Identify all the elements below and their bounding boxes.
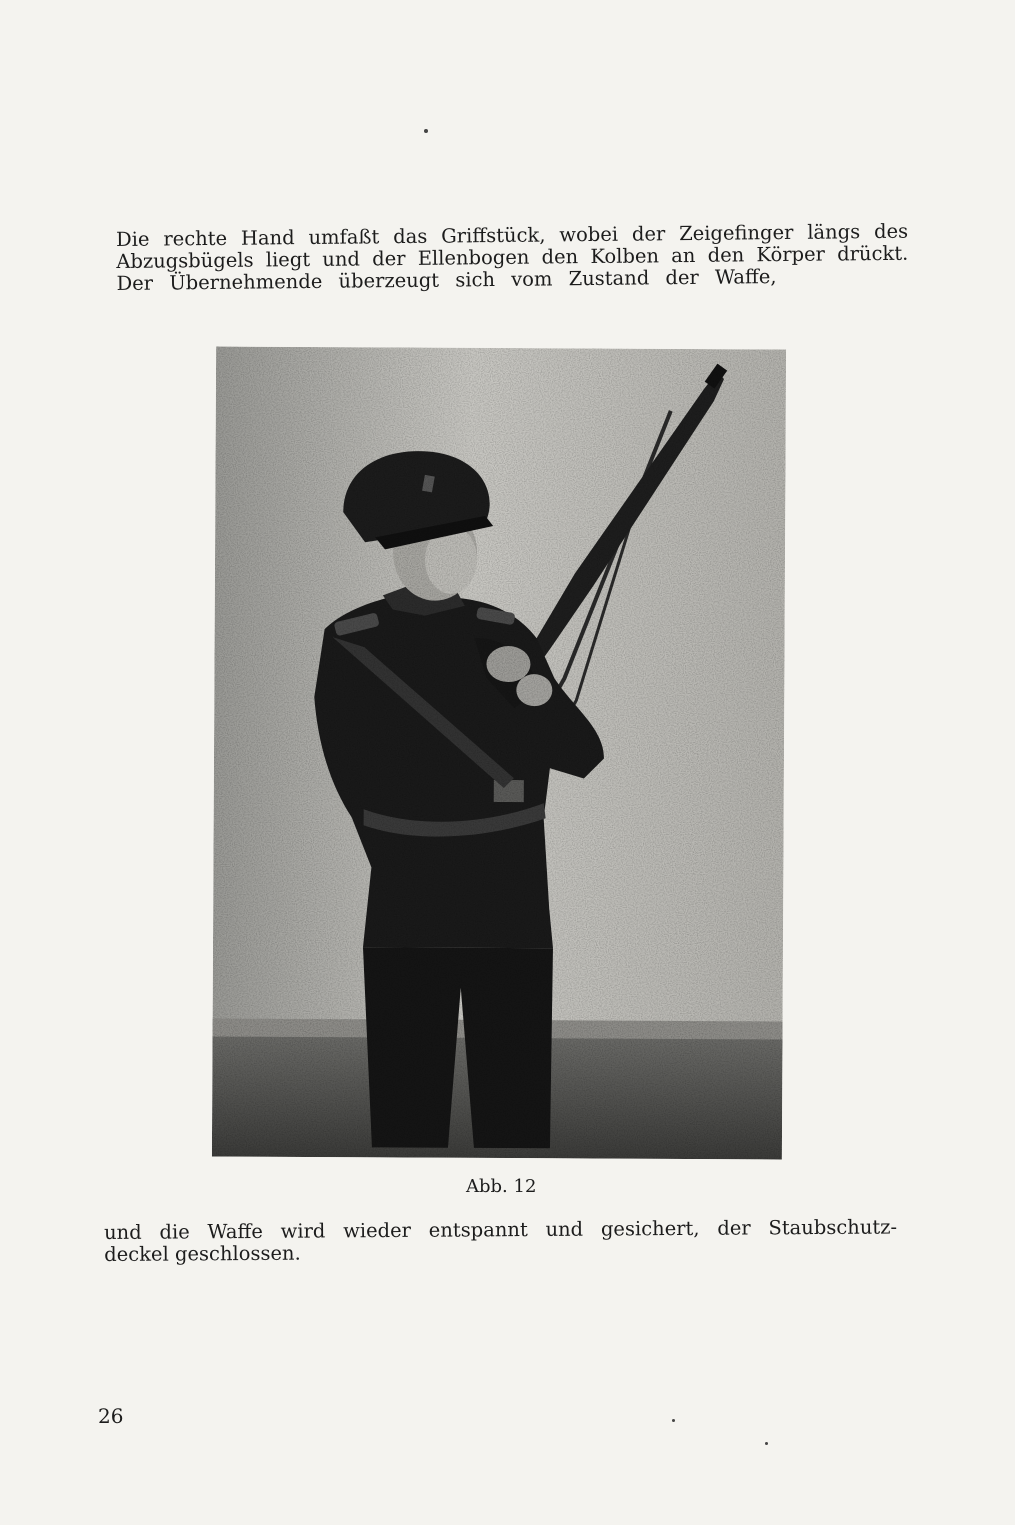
- print-speck: [765, 1442, 768, 1445]
- figure-caption: Abb. 12: [466, 1176, 537, 1197]
- text-line: und die Waffe wird wieder entspannt und gesichert, der Staubschutz-: [103, 1215, 898, 1244]
- print-speck: [672, 1419, 675, 1422]
- page-number: 26: [98, 1404, 124, 1428]
- soldier-with-rifle-photo: [212, 347, 786, 1160]
- paragraph-conclusion: [104, 1216, 897, 1266]
- figure-photo: [212, 347, 786, 1160]
- text-line: Abzugsbügels liegt und der Ellenbogen den Kolben an den Körper drückt.: [116, 241, 909, 273]
- text-line: Der Übernehmende überzeugt sich vom Zustand der Waffe,: [116, 265, 777, 295]
- paragraph-intro: [116, 221, 909, 295]
- print-speck: [424, 129, 428, 133]
- text-line: deckel geschlossen.: [104, 1241, 301, 1266]
- text-line: Die rechte Hand umfaßt das Griffstück, wobei der Zeigefinger längs des: [115, 219, 909, 251]
